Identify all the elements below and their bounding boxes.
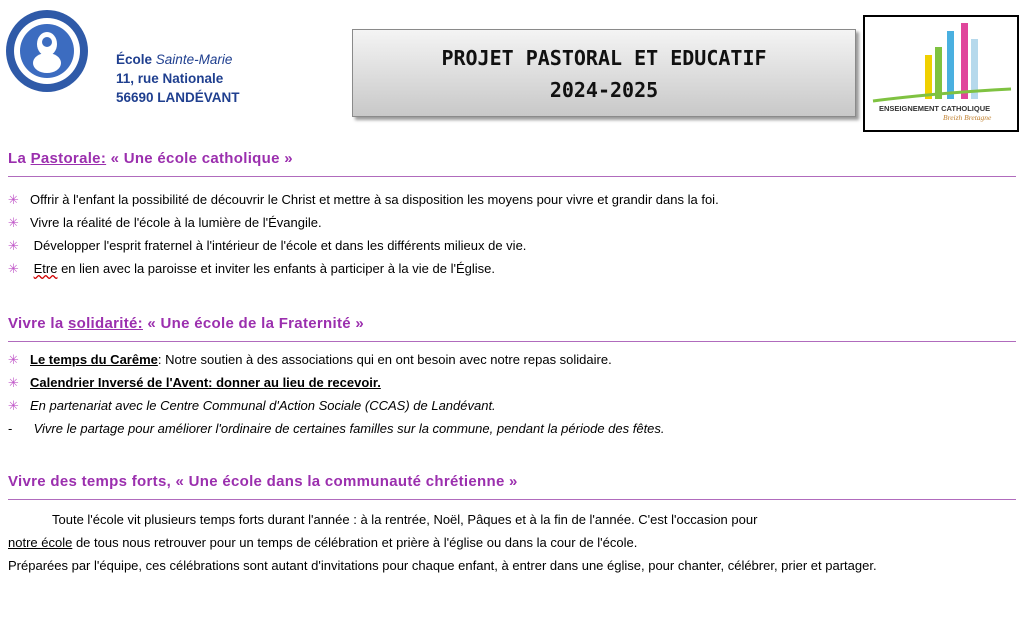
para1-part2: de tous nous retrouver pour un temps de célébration et prière à l'église ou dans la cour de l'école.: [72, 535, 638, 550]
list-item: [8, 394, 1018, 417]
dash-bullet: -: [8, 421, 13, 436]
list-item: [8, 257, 1018, 280]
school-name-line: [116, 50, 240, 69]
solidarite-heading-suffix: « Une école de la Fraternité »: [142, 315, 365, 332]
para1-part1: Toute l'école vit plusieurs temps forts durant l'année : à la rentrée, Noël, Pâques et à la fin de l'année. C'est l'occasion pour: [52, 512, 758, 527]
school-name: Sainte-Marie: [155, 52, 233, 67]
star-bullet-icon: ✳: [8, 375, 19, 390]
enseignement-catholique-logo: [863, 15, 1019, 132]
ec-logo-graphic: [865, 17, 1017, 130]
address-city: 56690 LANDÉVANT: [116, 90, 240, 105]
list-item: [8, 211, 1018, 234]
list-item: [8, 417, 1018, 440]
ec-logo-text-1: ENSEIGNEMENT CATHOLIQUE: [879, 104, 991, 113]
title-line1: PROJET PASTORAL ET EDUCATIF: [441, 46, 767, 70]
divider: [8, 341, 1016, 342]
item-text: Vivre le partage pour améliorer l'ordinaire de certaines familles sur la commune, pendant la période des fêtes.: [30, 421, 665, 436]
star-bullet-icon: ✳: [8, 215, 19, 230]
temps-forts-heading: Vivre des temps forts, « Une école dans la communauté chrétienne »: [8, 473, 518, 490]
item-text-misspelled: Etre: [33, 261, 58, 276]
divider: [8, 176, 1016, 177]
item-text: Offrir à l'enfant la possibilité de découvrir le Christ et mettre à sa disposition les moyens pour vivre et grandir dans la foi.: [30, 192, 719, 207]
solidarite-heading-prefix: Vivre la: [8, 315, 68, 332]
item-text: en lien avec la paroisse et inviter les enfants à participer à la vie de l'Église.: [57, 261, 495, 276]
solidarite-heading-underlined: solidarité:: [67, 315, 143, 332]
pastorale-heading-suffix: « Une école catholique »: [106, 150, 293, 167]
pastorale-heading-underlined: Pastorale:: [30, 150, 107, 167]
item-bold-text: Le temps du Carême: [30, 352, 158, 367]
star-bullet-icon: ✳: [8, 192, 19, 207]
list-item: [8, 188, 1018, 211]
star-bullet-icon: ✳: [8, 398, 19, 413]
solidarite-heading: [8, 314, 1016, 334]
list-item: [8, 371, 1018, 394]
item-text: Vivre la réalité de l'école à la lumière de l'Évangile.: [30, 215, 322, 230]
list-item: [8, 348, 1018, 371]
pastorale-heading: [8, 149, 1016, 169]
star-bullet-icon: ✳: [8, 352, 19, 367]
temps-forts-text: [8, 508, 1016, 577]
school-info: [116, 50, 240, 107]
item-bold-text: Calendrier Inversé de l'Avent: donner au lieu de recevoir.: [30, 375, 381, 390]
item-text: En partenariat avec le Centre Communal d'Action Sociale (CCAS) de Landévant.: [30, 398, 496, 413]
para1-underlined: notre école: [8, 535, 73, 550]
paragraph: [8, 508, 1016, 554]
star-bullet-icon: ✳: [8, 238, 19, 253]
item-text: Développer l'esprit fraternel à l'intérieur de l'école et dans les différents milieux de vie.: [30, 238, 527, 253]
solidarite-list: [8, 348, 1018, 440]
address-street: 11, rue Nationale: [116, 71, 224, 86]
pastorale-list: [8, 188, 1018, 280]
ec-logo-text-2: Breizh Bretagne: [943, 113, 992, 122]
pastorale-heading-prefix: La: [8, 150, 31, 167]
divider: [8, 499, 1016, 500]
title-box: [352, 29, 856, 117]
paragraph: Préparées par l'équipe, ces célébrations sont autant d'invitations pour chaque enfant, à entrer dans une église, pour chanter, célébrer, prier et partager.: [8, 558, 877, 573]
list-item: [8, 234, 1018, 257]
school-word: École: [116, 52, 153, 67]
star-bullet-icon: ✳: [8, 261, 19, 276]
school-logo: [4, 8, 90, 94]
item-text: : Notre soutien à des associations qui en ont besoin avec notre repas solidaire.: [157, 352, 612, 367]
title-line2: 2024-2025: [549, 78, 659, 102]
